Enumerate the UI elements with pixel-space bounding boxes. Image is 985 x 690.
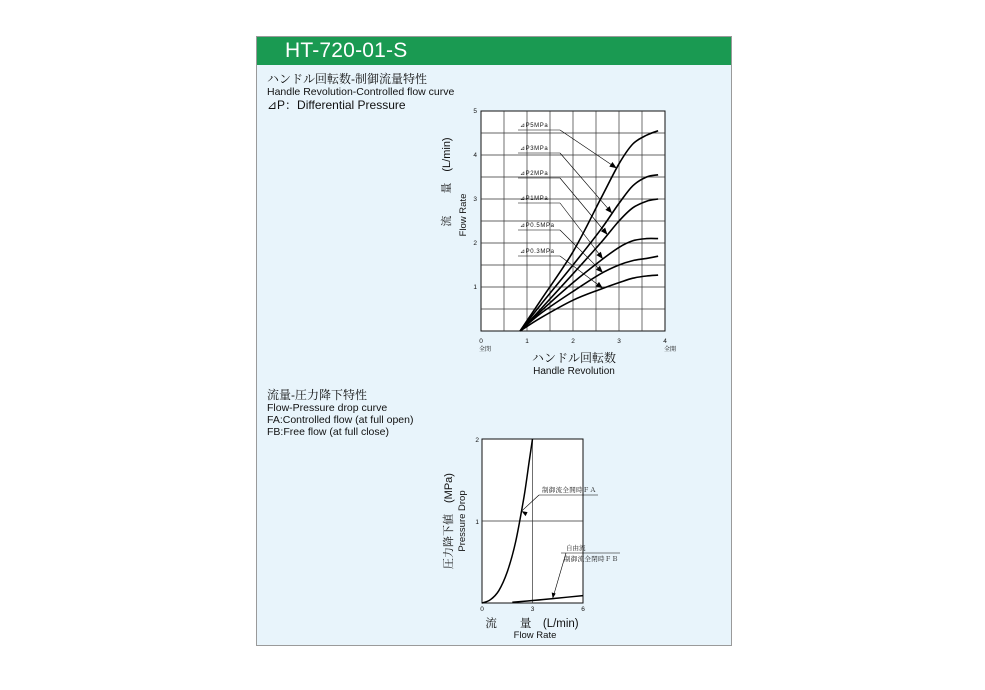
chart1-series-label: ⊿P0.3MPa [520, 249, 555, 255]
chart1-ytick-label: 1 [473, 284, 477, 291]
chart1-series-label: ⊿P2MPa [520, 171, 549, 177]
chart1-xtick-label: 3 [617, 338, 621, 345]
chart1-ytick-label: 2 [473, 240, 477, 247]
section1-title-en: Handle Revolution-Controlled flow curve [267, 86, 455, 98]
chart2-fb-label-line1: 自由流 [566, 545, 586, 552]
section2-line-fb: FB:Free flow (at full close) [267, 426, 389, 438]
chart2-ytick-label: 2 [475, 437, 479, 444]
chart1-ylabel-jp: 流 量 (L/min) [441, 137, 453, 227]
chart1-x-right-label: 全開 [663, 347, 677, 353]
chart1-ytick-label: 3 [473, 196, 477, 203]
chart1-series-label: ⊿P0.5MPa [520, 223, 555, 229]
chart2-ytick-label: 1 [475, 519, 479, 526]
chart2-fb-label-line2: 制御流全閉時ＦＢ [564, 556, 619, 563]
section2-title-en: Flow-Pressure drop curve [267, 402, 388, 414]
chart2-xtick-label: 6 [581, 606, 585, 613]
chart1-ytick-label: 5 [473, 108, 477, 115]
chart1-xlabel-jp: ハンドル回転数 [531, 351, 617, 365]
chart1-ytick-label: 4 [473, 152, 477, 159]
chart1-x-left-label: 全閉 [478, 347, 492, 353]
chart2-xtick-label: 0 [480, 606, 484, 613]
page-title: HT-720-01-S [285, 39, 408, 62]
chart2-fa-label: 制御流全開時ＦＡ [542, 487, 597, 494]
chart1-series-label: ⊿P1MPa [520, 196, 549, 202]
chart1-series-label: ⊿P3MPa [520, 146, 549, 152]
chart2-ylabel-jp: 圧力降下値 (MPa) [443, 473, 455, 569]
chart2-ylabel: Pressure Drop [457, 490, 468, 552]
chart2-xtick-label: 3 [530, 606, 535, 613]
chart1-xtick-label: 2 [571, 338, 575, 345]
chart1-series-label: ⊿P5MPa [520, 123, 549, 129]
section1-title-jp: ハンドル回転数-制御流量特性 [267, 72, 427, 86]
chart1-xtick-label: 0 [479, 338, 483, 345]
chart1-xtick-label: 1 [525, 338, 529, 345]
chart2-xlabel: Flow Rate [513, 630, 557, 641]
pressure-drop-chart [441, 437, 620, 641]
handle-revolution-chart [439, 108, 676, 377]
chart1-ylabel: Flow Rate [458, 193, 469, 237]
chart1-xtick-label: 4 [663, 338, 667, 345]
section2-title-jp: 流量-圧力降下特性 [267, 388, 367, 402]
section1-subtitle: ⊿P：Differential Pressure [267, 98, 406, 112]
section2-line-fa: FA:Controlled flow (at full open) [267, 414, 414, 426]
chart2-xlabel-jp: 流 量 (L/min) [485, 618, 579, 630]
chart1-xlabel: Handle Revolution [533, 366, 615, 377]
